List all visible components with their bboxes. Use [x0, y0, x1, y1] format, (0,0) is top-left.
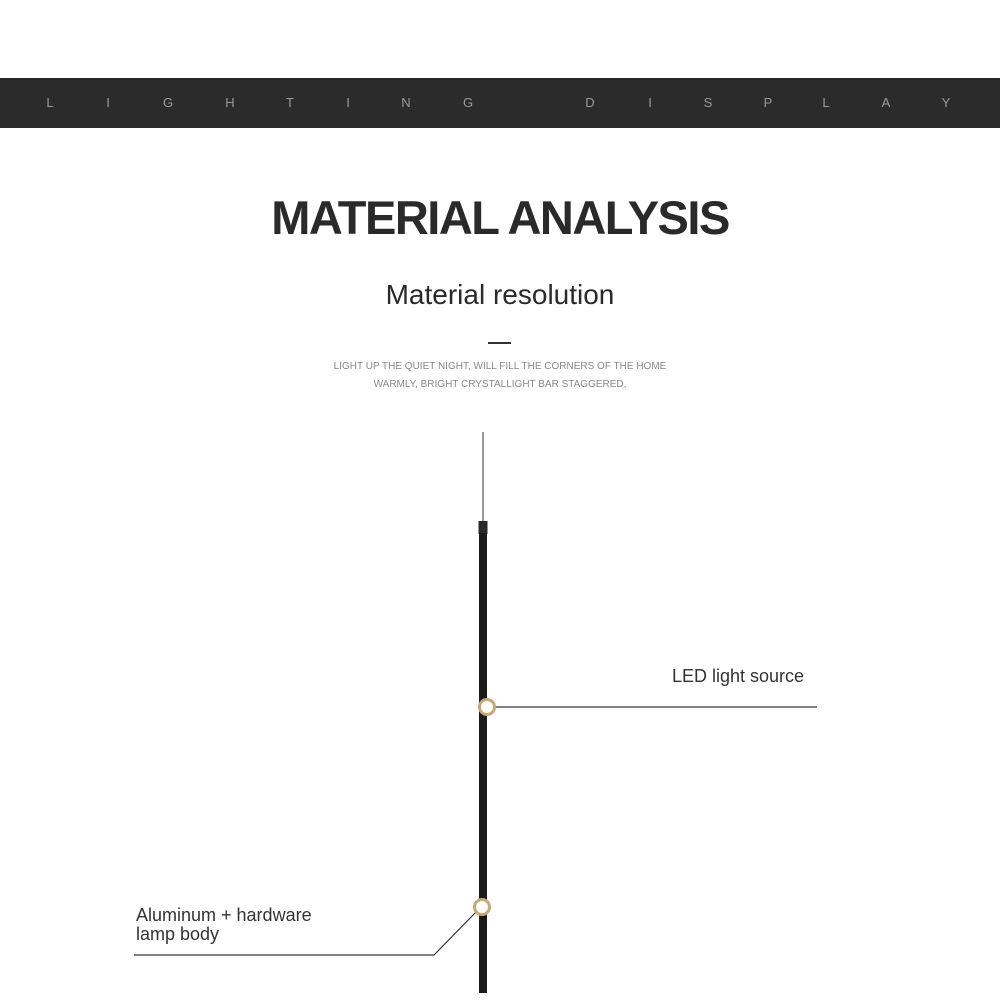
body-callout-line: Aluminum + hardware	[136, 905, 312, 925]
banner-letter: N	[401, 95, 411, 110]
banner-letter: Y	[941, 95, 951, 110]
led-marker	[480, 700, 495, 715]
lamp-cap	[479, 521, 488, 534]
banner-letter: P	[763, 95, 773, 110]
banner-letter: A	[881, 95, 891, 110]
banner-letter: I	[346, 95, 350, 110]
lamp-body	[479, 533, 487, 993]
page-title: MATERIAL ANALYSIS	[271, 191, 729, 244]
banner-letter: H	[225, 95, 235, 110]
banner-letter: S	[703, 95, 713, 110]
banner-letter: G	[162, 95, 174, 110]
body-callout-label	[136, 906, 312, 944]
banner-letter: I	[106, 95, 110, 110]
banner-letter: G	[462, 95, 474, 110]
description-line: LIGHT UP THE QUIET NIGHT, WILL FILL THE CORNERS OF THE HOME	[333, 361, 667, 372]
banner-letter: L	[822, 95, 830, 110]
section-subtitle: Material resolution	[385, 279, 615, 310]
body-callout-line: lamp body	[136, 924, 220, 944]
banner-letter: I	[648, 95, 652, 110]
description-line: WARMLY, BRIGHT CRYSTALLIGHT BAR STAGGERED,	[373, 379, 627, 390]
led-callout-label: LED light source	[672, 666, 805, 686]
banner-letter: D	[585, 95, 595, 110]
banner-letter: T	[286, 95, 294, 110]
banner-letter: L	[46, 95, 54, 110]
body-marker	[475, 900, 490, 915]
